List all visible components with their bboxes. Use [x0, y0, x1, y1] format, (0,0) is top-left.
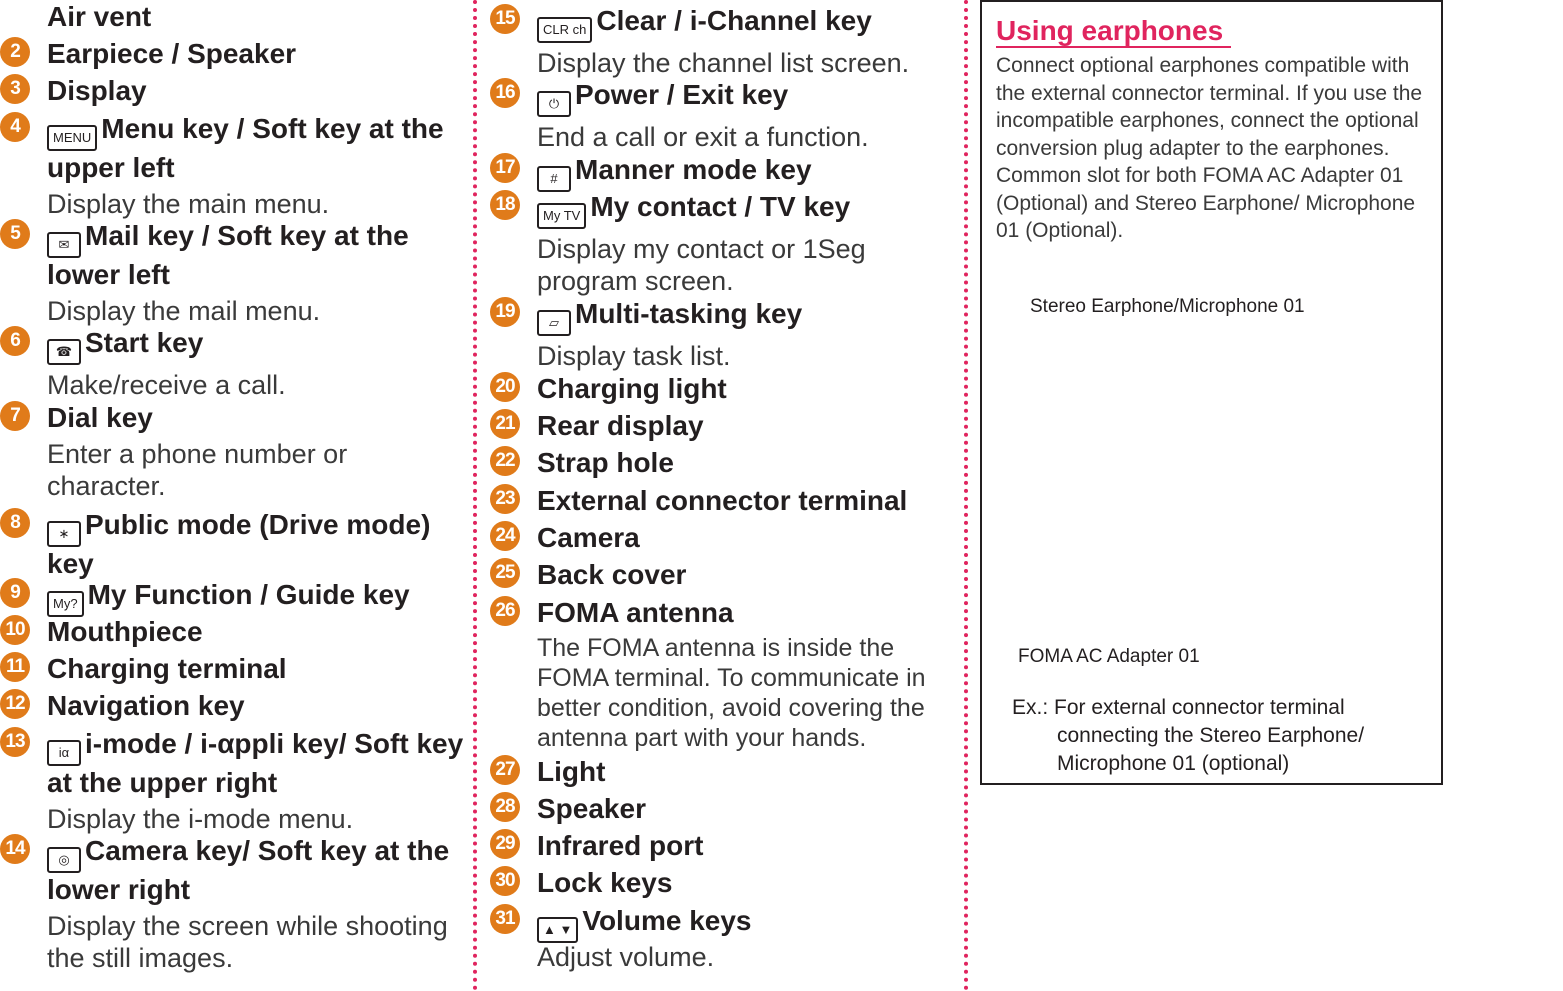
- item-title: Mail key / Soft key at the lower left: [47, 220, 409, 290]
- power-key-icon: ⏻: [537, 91, 571, 117]
- earphones-info-box: [980, 0, 1443, 785]
- item-title: Navigation key: [47, 690, 245, 721]
- item-number-badge: 6: [0, 326, 30, 356]
- item-number-badge: 18: [490, 190, 520, 220]
- tv-key-icon: My TV: [537, 203, 586, 229]
- menu-key-icon: MENU: [47, 125, 97, 151]
- item-number-badge: 3: [0, 74, 30, 104]
- earphone-label: Stereo Earphone/Microphone 01: [1030, 296, 1305, 317]
- item-number-badge: 5: [0, 219, 30, 249]
- item-number-badge: 22: [490, 446, 520, 476]
- example-line: Microphone 01 (optional): [1057, 752, 1290, 775]
- item-description: Display the screen while shooting the still images.: [47, 911, 448, 973]
- item-description: End a call or exit a function.: [537, 122, 869, 152]
- item-title: Mouthpiece: [47, 616, 203, 647]
- item-description: Display task list.: [537, 341, 731, 371]
- my-function-key-icon: My?: [47, 591, 84, 617]
- volume-keys-icon: ▲ ▼: [537, 917, 578, 943]
- item-description: Display the i-mode menu.: [47, 804, 354, 834]
- item-number-badge: 31: [490, 904, 520, 934]
- item-title: Power / Exit key: [575, 79, 789, 110]
- item-number-badge: 24: [490, 521, 520, 551]
- item-title: Infrared port: [537, 830, 704, 861]
- item-number-badge: 7: [0, 401, 30, 431]
- example-line: Ex.: For external connector terminal: [1012, 696, 1345, 719]
- item-number-badge: 25: [490, 558, 520, 588]
- item-title: Menu key / Soft key at the upper left: [47, 113, 444, 183]
- multitasking-key-icon: ▱: [537, 310, 571, 336]
- item-number-badge: 26: [490, 596, 520, 626]
- item-number-badge: 23: [490, 484, 520, 514]
- item-title: Clear / i-Channel key: [596, 5, 872, 36]
- item-title: Strap hole: [537, 447, 674, 478]
- item-title: Display: [47, 75, 147, 106]
- item-title: My contact / TV key: [590, 191, 851, 222]
- hash-key-icon: #: [537, 166, 571, 192]
- item-number-badge: 11: [0, 652, 30, 682]
- box-text: Connect optional earphones compatible with the external connector terminal. If you use the incompatible earphones, connect the optional conversion plug adapter to the earphones. Common slot for both FOMA AC Adapter 01 (Optional) and Stereo Earphone/ Microphone 01 (Optional).: [996, 54, 1423, 242]
- item-title: Air vent: [47, 1, 152, 32]
- item-number-badge: 17: [490, 153, 520, 183]
- example-line: connecting the Stereo Earphone/: [1057, 724, 1365, 747]
- item-title: Multi-tasking key: [575, 298, 803, 329]
- item-description: Make/receive a call.: [47, 370, 286, 400]
- item-description: The FOMA antenna is inside the FOMA terminal. To communicate in better condition, avoid covering the antenna part with your hands.: [537, 634, 926, 752]
- item-description: Display the channel list screen.: [537, 48, 910, 78]
- clear-key-icon: CLR ch: [537, 17, 592, 43]
- item-number-badge: 28: [490, 792, 520, 822]
- box-title: Using earphones: [996, 16, 1231, 48]
- item-number-badge: 21: [490, 409, 520, 439]
- item-title: Start key: [85, 327, 204, 358]
- item-number-badge: 19: [490, 297, 520, 327]
- item-title: Dial key: [47, 402, 153, 433]
- item-title: Earpiece / Speaker: [47, 38, 297, 69]
- mail-key-icon: ✉: [47, 232, 81, 258]
- item-number-badge: 15: [490, 4, 520, 34]
- start-key-icon: ☎: [47, 339, 81, 365]
- item-number-badge: 9: [0, 578, 30, 608]
- item-title: Rear display: [537, 410, 704, 441]
- item-number-badge: 20: [490, 372, 520, 402]
- camera-key-icon: ◎: [47, 847, 81, 873]
- item-number-badge: 16: [490, 78, 520, 108]
- item-title: Volume keys: [582, 905, 752, 936]
- item-title: External connector terminal: [537, 485, 908, 516]
- item-number-badge: 29: [490, 829, 520, 859]
- item-number-badge: 8: [0, 508, 30, 538]
- item-number-badge: 2: [0, 37, 30, 67]
- item-title: Camera key/ Soft key at the lower right: [47, 835, 450, 905]
- item-description: Display my contact or 1Seg program screen.: [537, 234, 866, 296]
- item-description: Enter a phone number or character.: [47, 439, 348, 501]
- asterisk-key-icon: ∗: [47, 521, 81, 547]
- example-note: [1012, 694, 1364, 778]
- item-title: Charging terminal: [47, 653, 287, 684]
- adapter-label: FOMA AC Adapter 01: [1018, 646, 1200, 667]
- item-title: My Function / Guide key: [87, 579, 410, 610]
- item-number-badge: 12: [0, 689, 30, 719]
- item-title: FOMA antenna: [537, 597, 734, 628]
- item-description: Display the main menu.: [47, 189, 330, 219]
- item-number-badge: 13: [0, 727, 30, 757]
- item-title: Back cover: [537, 559, 687, 590]
- item-description: Adjust volume.: [537, 942, 715, 972]
- item-number-badge: 27: [490, 755, 520, 785]
- column-divider: [964, 0, 968, 991]
- item-number-badge: 14: [0, 834, 30, 864]
- item-title: Public mode (Drive mode) key: [47, 509, 431, 579]
- item-title: Light: [537, 756, 606, 787]
- item-number-badge: 10: [0, 615, 30, 645]
- item-title: Charging light: [537, 373, 727, 404]
- i-mode-key-icon: iα: [47, 740, 81, 766]
- item-title: Lock keys: [537, 867, 673, 898]
- item-title: Camera: [537, 522, 640, 553]
- item-title: Speaker: [537, 793, 646, 824]
- column-divider: [473, 0, 477, 991]
- item-title: i-mode / i-αppli key/ Soft key at the upper right: [47, 728, 464, 798]
- item-number-badge: 30: [490, 866, 520, 896]
- item-description: Display the mail menu.: [47, 296, 321, 326]
- item-title: Manner mode key: [575, 154, 812, 185]
- item-number-badge: 4: [0, 112, 30, 142]
